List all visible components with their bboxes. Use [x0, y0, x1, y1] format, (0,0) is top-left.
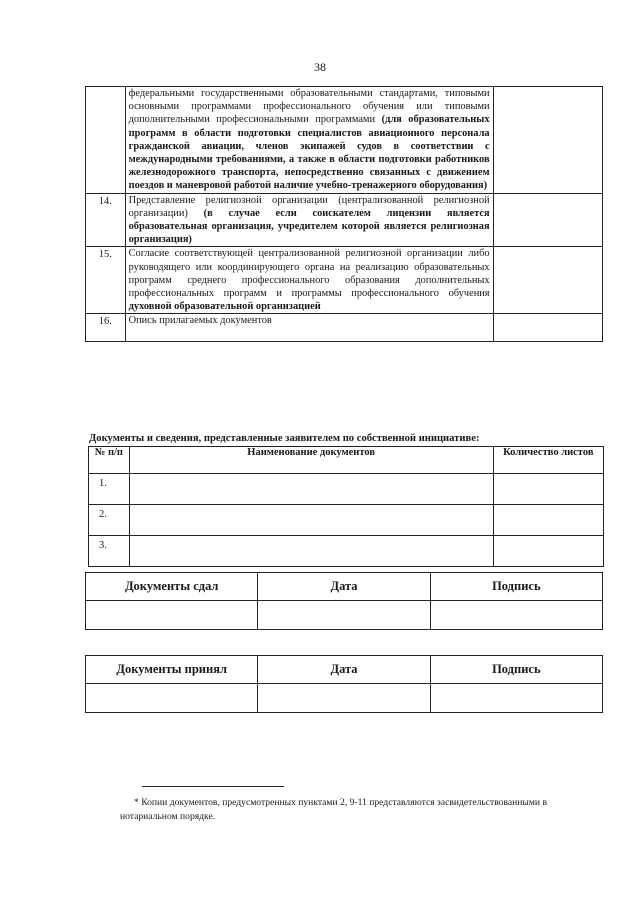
row-text	[125, 87, 493, 194]
initiative-documents-table	[88, 446, 604, 567]
row-text-bold: духовной образовательной организацией	[128, 301, 321, 313]
row-number	[86, 87, 126, 194]
sheet-count-cell[interactable]	[493, 505, 603, 536]
table-row	[86, 193, 603, 247]
received-by-header: Документы принял	[86, 656, 258, 684]
header-row	[89, 447, 604, 474]
empty-cell	[493, 87, 602, 194]
table-row	[86, 314, 603, 342]
row-number: 3.	[89, 536, 130, 567]
sheet-count-cell[interactable]	[493, 474, 603, 505]
row-number: 15.	[86, 247, 126, 314]
column-header-sheets: Количество листов	[493, 447, 603, 474]
page-number: 38	[314, 60, 326, 74]
row-text-bold: (в случае если соискателем лицензии является образовательная организация, учредителем которой является религиозная организация)	[128, 207, 490, 246]
date-header: Дата	[258, 573, 430, 601]
date-cell[interactable]	[258, 684, 430, 713]
table-row	[89, 505, 604, 536]
empty-cell	[493, 314, 602, 342]
row-text-normal: федеральными государственными образовательными стандартами, типовыми основными программами профессионального обучения или типовыми дополнительными профессиональными программами	[128, 88, 490, 126]
submitted-by-cell[interactable]	[86, 601, 258, 630]
row-number: 1.	[89, 474, 130, 505]
table-row	[89, 474, 604, 505]
initiative-heading: Документы и сведения, представленные заявителем по собственной инициативе:	[89, 433, 480, 444]
row-number: 2.	[89, 505, 130, 536]
footnote: * Копии документов, предусмотренных пунктами 2, 9-11 представляются засвидетельствованными в нотариальном порядке.	[120, 797, 547, 822]
row-text	[125, 247, 493, 314]
empty-cell	[493, 247, 602, 314]
signature-cell[interactable]	[430, 684, 602, 713]
submitted-by-header: Документы сдал	[86, 573, 258, 601]
table-row	[86, 684, 603, 713]
table-row	[86, 601, 603, 630]
table-row	[89, 536, 604, 567]
header-row	[86, 573, 603, 601]
signature-header: Подпись	[430, 573, 602, 601]
row-text	[125, 193, 493, 247]
sheet-count-cell[interactable]	[493, 536, 603, 567]
empty-cell	[493, 193, 602, 247]
signature-header: Подпись	[430, 656, 602, 684]
document-name-cell[interactable]	[129, 474, 493, 505]
submitted-table	[85, 572, 603, 630]
row-text	[125, 314, 493, 342]
document-name-cell[interactable]	[129, 536, 493, 567]
received-by-cell[interactable]	[86, 684, 258, 713]
column-header-number: № п/п	[89, 447, 130, 474]
row-text-normal: Согласие соответствующей централизованной религиозной организации либо руководящего или координирующего органа на реализацию образовательных программ среднего профессионального образования дополнительных профессиональных программ и программы профессионального обучения	[128, 248, 490, 300]
table-row	[86, 87, 603, 194]
row-number: 14.	[86, 193, 126, 247]
row-text-normal: Опись прилагаемых документов	[128, 315, 272, 327]
document-name-cell[interactable]	[129, 505, 493, 536]
row-number: 16.	[86, 314, 126, 342]
signature-cell[interactable]	[430, 601, 602, 630]
date-header: Дата	[258, 656, 430, 684]
date-cell[interactable]	[258, 601, 430, 630]
footnote-separator	[142, 786, 284, 787]
table-row	[86, 247, 603, 314]
required-documents-table	[85, 86, 603, 342]
header-row	[86, 656, 603, 684]
column-header-name: Наименование документов	[129, 447, 493, 474]
received-table	[85, 655, 603, 713]
row-text-normal: Представление религиозной организации (централизованной религиозной организации)	[128, 194, 490, 219]
row-text-bold: (для образовательных программ в области подготовки специалистов авиационного персонала гражданской авиации, членов экипажей судов в соответствии с международными требованиями, а также в области подготовки работников железнодорожного транспорта, непосредственно связанных с движением поездов и маневровой работой наличие учебно-тренажерного оборудования)	[128, 114, 490, 192]
